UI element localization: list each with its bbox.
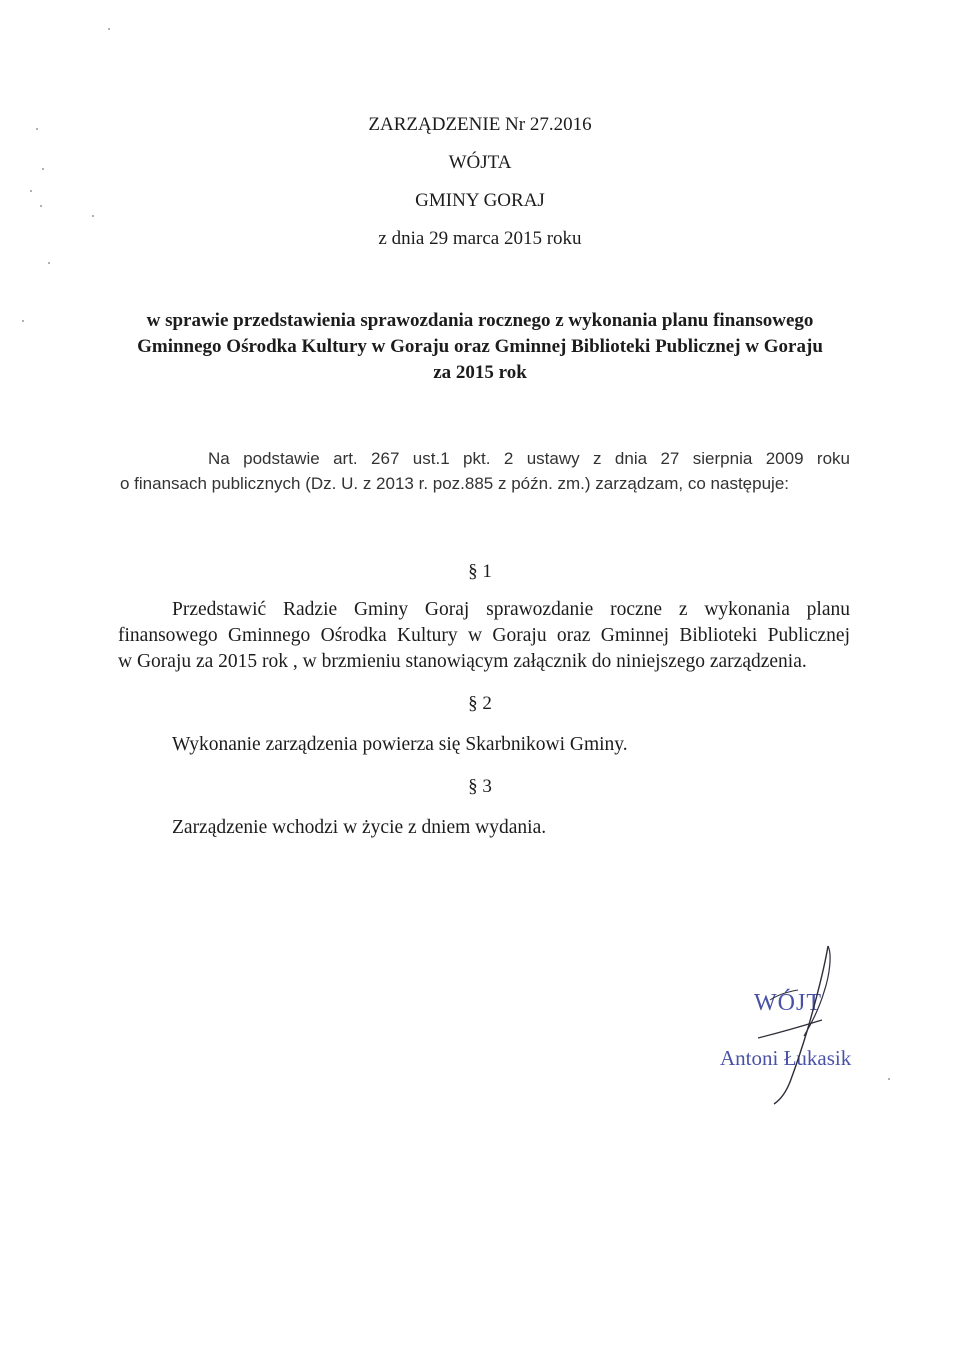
subject-line-2: Gminnego Ośrodka Kultury w Goraju oraz Gminnej Biblioteki Publicznej w Goraju [137, 336, 823, 357]
legal-basis-line-2: o finansach publicznych (Dz. U. z 2013 r. poz.885 z późn. zm.) zarządzam, co następuje: [120, 474, 790, 493]
section-1-mark: § 1 [468, 561, 492, 582]
section-2-mark: § 2 [468, 693, 492, 714]
section-1-line-3: w Goraju za 2015 rok , w brzmieniu stanowiącym załącznik do niniejszego zarządzenia. [118, 651, 807, 672]
stamp-name: Antoni Łukasik [720, 1046, 852, 1070]
legal-basis-line-1: Na podstawie art. 267 ust.1 pkt. 2 ustawy z dnia 27 sierpnia 2009 roku [208, 449, 850, 468]
document-date: z dnia 29 marca 2015 roku [378, 228, 582, 249]
handwritten-signature [740, 940, 850, 1110]
section-1-line-2: finansowego Gminnego Ośrodka Kultury w Goraju oraz Gminnej Biblioteki Publicznej [118, 625, 850, 646]
stamp-title: WÓJT [754, 990, 822, 1016]
section-2-text: Wykonanie zarządzenia powierza się Skarbnikowi Gminy. [172, 734, 628, 755]
scan-speck [48, 262, 50, 264]
scan-speck [888, 1078, 890, 1080]
section-3-text: Zarządzenie wchodzi w życie z dniem wydania. [172, 817, 547, 838]
section-3-mark: § 3 [468, 776, 492, 797]
scan-speck [108, 28, 110, 30]
scan-speck [92, 215, 94, 217]
subject-line-3: za 2015 rok [433, 362, 527, 383]
subject-line-1: w sprawie przedstawienia sprawozdania rocznego z wykonania planu finansowego [146, 310, 814, 331]
section-1-line-1: Przedstawić Radzie Gminy Goraj sprawozdanie roczne z wykonania planu [172, 599, 850, 620]
document-title: ZARZĄDZENIE Nr 27.2016 [368, 114, 592, 135]
issuer-municipality: GMINY GORAJ [415, 190, 545, 211]
issuer-title: WÓJTA [448, 152, 512, 173]
